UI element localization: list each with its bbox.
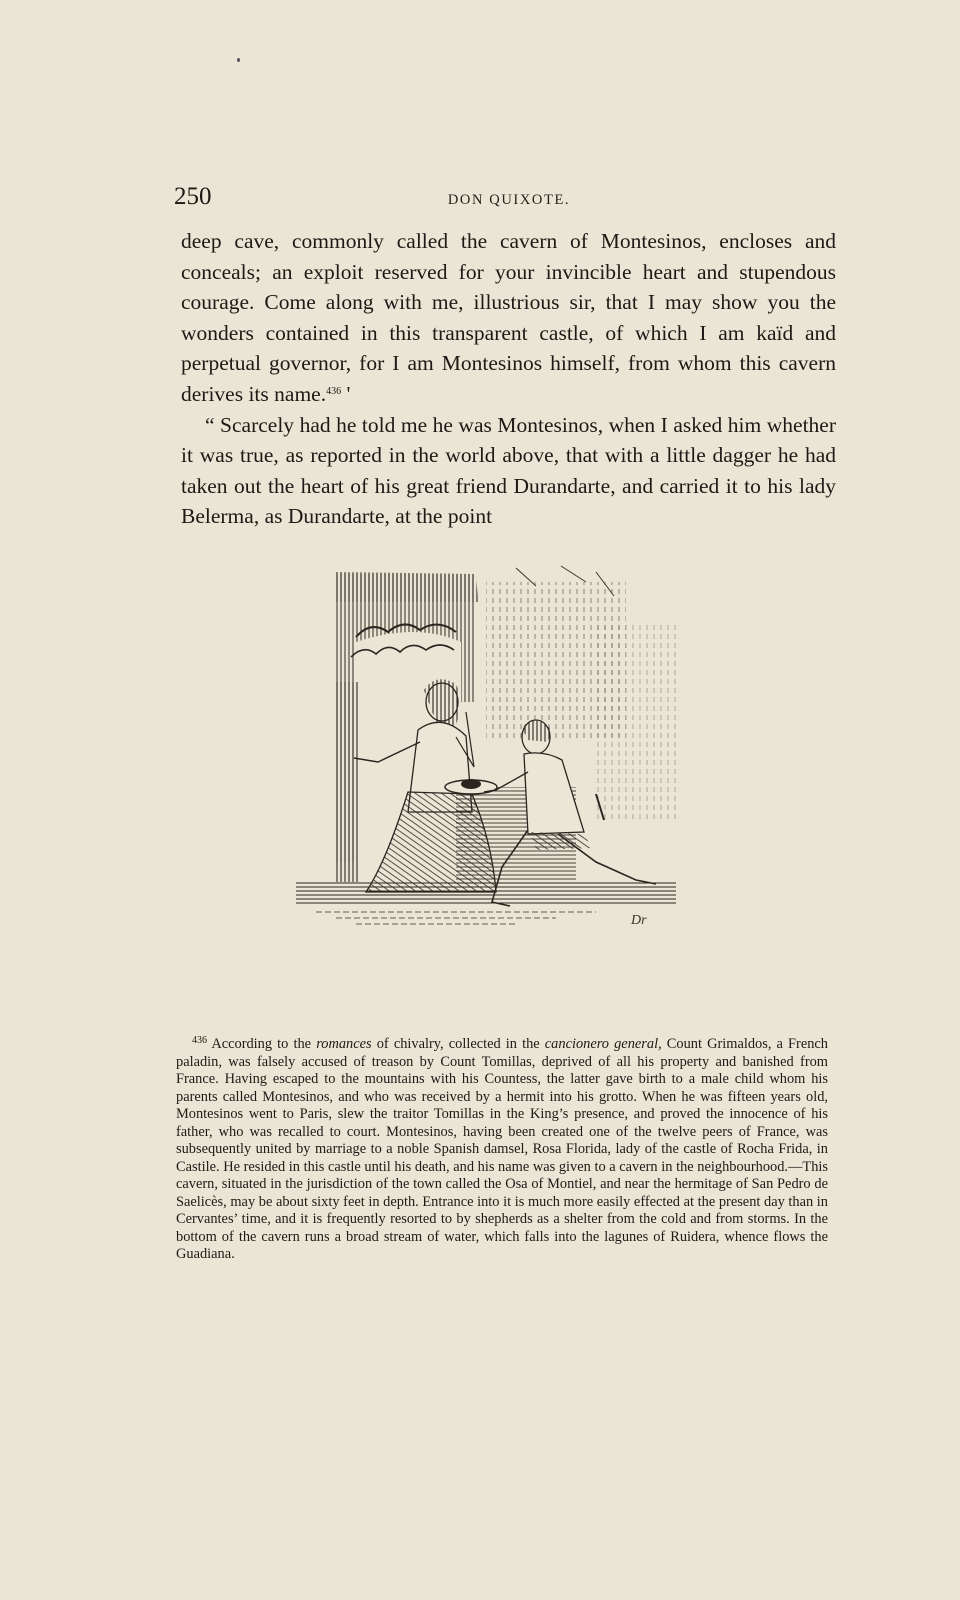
footnote-text: According to the: [211, 1036, 317, 1052]
footnote-text: Count Grimaldos, a French paladin, was falsely accused of treason by Count Tomillas, deprived of all his property and banished from France. Having escaped to the mountains with his Countess, the latter gave birth to a male child whom his parents called Montesinos, and who was received by a hermit into his grotto. When he was fifteen years old, Montesinos went to Paris, slew the traitor Tomillas in the King’s presence, and proved the innocence of his father, who was recalled to court. Montesinos, having been created one of the twelve peers of France, was subsequently united by marriage to a noble Spanish damsel, Rosa Florida, lady of the castle of Rocha Frida, in Castile. He resided in this castle until his death, and his name was given to a cavern in the neighbourhood.—This cavern, situated in the jurisdiction of the town called the Osa of Montiel, and near the hermitage of San Pedro de Saelicès, may be about sixty feet in depth. Entrance into it is much more easily effected at the present day than in Cervantes’ time, and it is frequently resorted to by shepherds as a shelter from the cold and from storms. In the bottom of the cavern runs a broad stream of water, which falls into the lagunes of Ruidera, whence flows the Guadiana.: [176, 1036, 829, 1262]
closing-quote: ': [341, 381, 351, 406]
ink-speck: [237, 58, 240, 62]
running-title: DON QUIXOTE.: [447, 192, 571, 208]
page-number: 250: [174, 183, 212, 210]
footnote: [176, 1036, 828, 1264]
body-text: [181, 226, 836, 532]
footnote-text: of chivalry, collected in the: [371, 1036, 545, 1052]
footnote-italic: romances: [316, 1036, 372, 1052]
footnote-italic: cancionero general,: [544, 1036, 662, 1052]
paragraph-text: deep cave, commonly called the cavern of Montesinos, encloses and conceals; an exploit reserved for your invincible heart and stupendous courage. Come along with me, illustrious sir, that I may show you the wonders contained in this transparent castle, of which I am kaïd and perpetual governor, for I am Montesinos himself, from whom this cavern derives its name.: [181, 229, 836, 406]
footnote-reference: 436: [326, 385, 342, 397]
footnote-number: 436: [192, 1035, 207, 1046]
paragraph: “ Scarcely had he told me he was Montesinos, when I asked him whether it was true, as reported in the world above, that with a little dagger he had taken out the heart of his great friend Durandarte, and carried it to his lady Belerma, as Durandarte, at the point: [181, 412, 836, 529]
engraving-illustration: [296, 562, 696, 972]
running-head: [174, 183, 844, 217]
paragraph: [181, 226, 836, 410]
artist-signature: Dr: [631, 913, 647, 928]
footnotes: [176, 1036, 828, 1264]
